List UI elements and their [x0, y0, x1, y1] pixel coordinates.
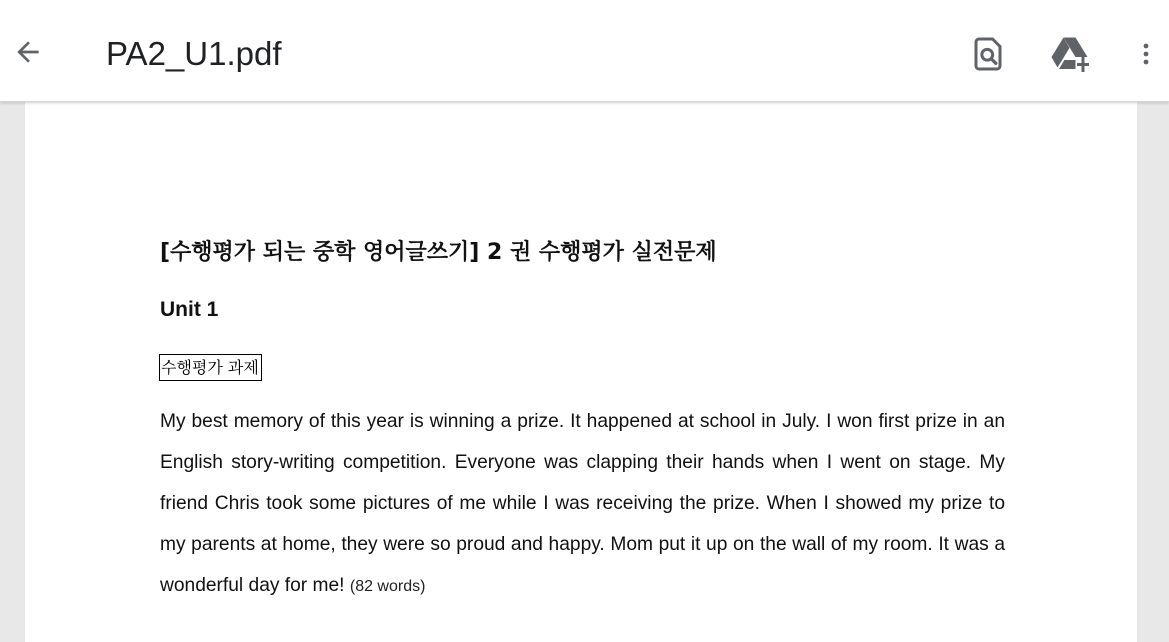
find-in-document-button[interactable] [966, 32, 1010, 76]
add-to-drive-icon [1050, 35, 1092, 73]
arrow-left-icon [12, 36, 44, 68]
more-vert-icon [1134, 36, 1158, 72]
essay-paragraph [160, 401, 1005, 607]
add-to-drive-button[interactable] [1049, 32, 1093, 76]
pdf-page [25, 102, 1137, 642]
task-label-box: 수행평가 과제 [159, 354, 262, 381]
essay-text: My best memory of this year is winning a prize. It happened at school in July. I won first prize in an English story-writing competition. Everyone was clapping their hands when I went on stage. My friend Chris took some pictures of me while I was receiving the prize. When I showed my prize to my parents at home, they were so proud and happy. Mom put it up on the wall of my room. It was a wonderful day for me! [160, 411, 1005, 596]
app-bar [0, 0, 1169, 102]
file-name-title: PA2_U1.pdf [106, 35, 282, 72]
word-count: (82 words) [349, 578, 426, 595]
pdf-viewer[interactable] [0, 102, 1169, 630]
unit-heading: Unit 1 [160, 298, 219, 321]
find-in-document-icon [970, 35, 1006, 73]
back-button[interactable] [6, 30, 50, 74]
more-options-button[interactable] [1124, 32, 1168, 76]
document-title: [수행평가 되는 중학 영어글쓰기] 2 권 수행평가 실전문제 [160, 240, 717, 265]
